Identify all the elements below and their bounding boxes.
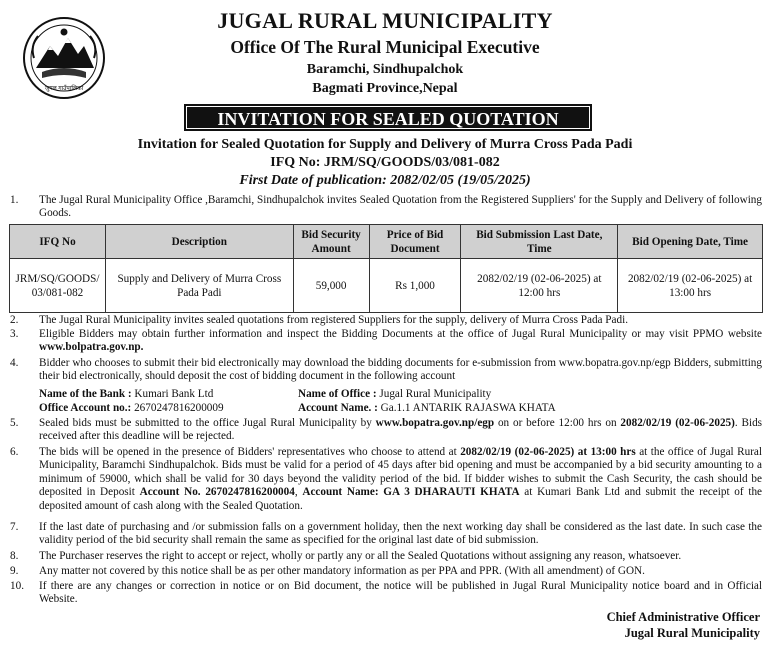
table-header-row	[10, 225, 763, 259]
list-item	[10, 550, 762, 563]
signatory-title: Chief Administrative Officer	[606, 610, 760, 624]
office-label: Name of Office :	[298, 388, 377, 400]
deposit-account-name: Account Name: GA 3 DHARAUTI KHATA	[302, 486, 520, 499]
office-value: Jugal Rural Municipality	[379, 388, 492, 400]
item-text: The Purchaser reserves the right to accept or reject, wholly or partly any or all the Sealed Quotations without assigning any reason, whatsoever.	[39, 550, 682, 562]
item-text: The Jugal Rural Municipality Office ,Baramchi, Sindhupalchok invites Sealed Quotation from the Registered Suppliers' for the Supply and Delivery of following Goods.	[39, 194, 762, 220]
table-cell: 2082/02/19 (02-06-2025) at 13:00 hrs	[618, 259, 763, 313]
ppmo-link[interactable]: www.bolpatra.gov.np.	[39, 341, 144, 354]
account-name-value: Ga.1.1 ANTARIK RAJASWA KHATA	[380, 402, 556, 414]
item-number: 5.	[10, 417, 19, 429]
emblem-text: जुगल गाउँपालिका	[44, 86, 84, 92]
col-header: Bid Submission Last Date, Time	[461, 225, 618, 259]
egp-link[interactable]: www.bopatra.gov.np/egp	[375, 417, 495, 429]
account-name-label: Account Name. :	[298, 402, 378, 414]
bank-name-line	[39, 388, 213, 401]
item-text	[39, 446, 762, 513]
item-text-part: ,	[294, 486, 298, 499]
account-no-value: 2670247816200009	[134, 402, 224, 414]
list-item	[10, 565, 762, 578]
publication-date: First Date of publication: 2082/02/05 (19/05/2025)	[239, 173, 531, 188]
table-cell: JRM/SQ/GOODS/ 03/081-082	[10, 259, 106, 313]
account-name-line	[298, 402, 556, 415]
ifq-number: IFQ No: JRM/SQ/GOODS/03/081-082	[270, 155, 500, 170]
list-item	[10, 357, 762, 384]
item-number: 3.	[10, 328, 19, 340]
address-line1: Baramchi, Sindhupalchok	[306, 62, 464, 77]
col-header: Bid Opening Date, Time	[618, 225, 763, 259]
list-item	[10, 417, 762, 444]
item-text	[39, 328, 762, 355]
item-text: If the last date of purchasing and /or submission falls on a government holiday, then the next working day shall be considered as the last date. In such case the validity period of the bid security shall remain the same as specified for the original last date of bid submission.	[39, 521, 762, 547]
item-text: Bidder who chooses to submit their bid electronically may download the bidding documents for e-submission from www.bopatra.gov.np/egp Bidders, submitting their bid electronically, should deposit the cost of bidding document in the following account	[39, 357, 762, 383]
item-text-part: Eligible Bidders may obtain further information and inspect the Bidding Documents at the office of Jugal Rural Municipality or may visit PPMO website	[39, 328, 762, 340]
item-text-part: Sealed bids must be submitted to the office Jugal Rural Municipality by	[39, 417, 372, 429]
item-number: 1.	[10, 194, 19, 206]
item-text: The Jugal Rural Municipality invites sealed quotations from registered Suppliers for the supply, delivery of Murra Cross Pada Padi.	[39, 314, 628, 326]
bank-value: Kumari Bank Ltd	[134, 388, 214, 400]
item-text-part: at the office of Jugal Rural Municipality, Baramchi Sindhupalchok. Bids must be valid for a period of 45 days after bid opening and must be accompanied by a bid security amounting to a minimum of 59000, which shall be valid for 30 days beyond the validity period of the bid. If bidder wishes to submit the Cash Security, the cash should be deposited in Deposit	[39, 446, 763, 499]
col-header: Bid Security Amount	[293, 225, 369, 259]
col-header: Price of Bid Document	[369, 225, 461, 259]
address-line2: Bagmati Province,Nepal	[312, 81, 458, 96]
deposit-account-no: Account No. 2670247816200004	[139, 486, 295, 499]
list-item	[10, 521, 762, 548]
table-cell: Supply and Delivery of Murra Cross Pada Padi	[105, 259, 293, 313]
table-cell: 2082/02/19 (02-06-2025) at 12:00 hrs	[461, 259, 618, 313]
deadline-date: 2082/02/19 (02-06-2025)	[620, 417, 735, 429]
signatory-org: Jugal Rural Municipality	[624, 626, 760, 640]
item-text-part: . Bids received after this deadline will be rejected.	[39, 417, 763, 443]
office-name-line	[298, 388, 491, 401]
list-item	[10, 328, 762, 355]
item-text: Any matter not covered by this notice shall be as per other mandatory information as per PPA and PPR. (With all amendment) of GON.	[39, 565, 645, 577]
item-text: If there are any changes or correction in notice or on Bid document, the notice will be published in Jugal Rural Municipality notice board and in Official Website.	[39, 580, 762, 606]
item-text	[39, 417, 762, 444]
col-header: Description	[105, 225, 293, 259]
table-cell: 59,000	[293, 259, 369, 313]
col-header: IFQ No	[10, 225, 106, 259]
office-title: Office Of The Rural Municipal Executive	[230, 37, 540, 57]
item-number: 2.	[10, 314, 19, 326]
item-text-part: at Kumari Bank Ltd and submit the receipt of the deposited amount of cash along with the Sealed Quotation.	[39, 486, 763, 512]
item-number: 7.	[10, 521, 19, 533]
item-number: 10.	[10, 580, 24, 592]
item-number: 6.	[10, 446, 19, 458]
account-no-label: Office Account no.:	[39, 402, 132, 414]
ifq-table	[9, 224, 763, 313]
item-number: 4.	[10, 357, 19, 369]
list-item	[10, 446, 762, 513]
list-item	[10, 314, 762, 327]
item-text-part: The bids will be opened in the presence of Bidders' representatives who choose to attend at	[39, 446, 457, 458]
invitation-title: Invitation for Sealed Quotation for Supply and Delivery of Murra Cross Pada Padi	[137, 137, 633, 152]
bank-label: Name of the Bank :	[39, 388, 132, 400]
list-item	[10, 580, 762, 607]
table-cell: Rs 1,000	[369, 259, 461, 313]
item-number: 9.	[10, 565, 19, 577]
item-text-part: on or before 12:00 hrs on	[497, 417, 617, 429]
list-item	[10, 194, 762, 221]
org-title: JUGAL RURAL MUNICIPALITY	[217, 8, 553, 33]
opening-date: 2082/02/19 (02-06-2025) at 13:00 hrs	[460, 446, 636, 458]
notice-banner: INVITATION FOR SEALED QUOTATION	[184, 104, 592, 131]
item-number: 8.	[10, 550, 19, 562]
table-row	[10, 259, 763, 313]
account-no-line	[39, 402, 224, 415]
